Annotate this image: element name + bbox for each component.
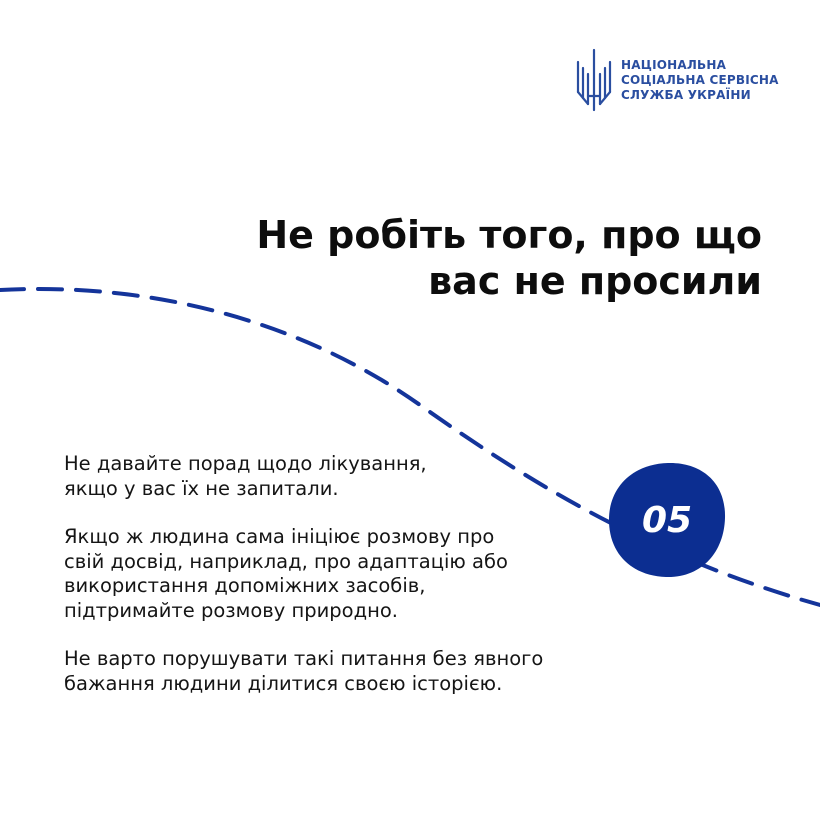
paragraph-line: Не давайте порад щодо лікування, xyxy=(64,452,427,475)
paragraph-line: бажання людини ділитися своєю історією. xyxy=(64,671,503,695)
organization-name-line-2: СОЦІАЛЬНА СЕРВІСНА xyxy=(621,72,779,87)
organization-name-line-3: СЛУЖБА УКРАЇНИ xyxy=(621,87,751,102)
organization-name-line-1: НАЦІОНАЛЬНА xyxy=(621,57,727,72)
paragraph-line: Якщо ж людина сама ініціює розмову про xyxy=(64,525,495,548)
paragraph-1 xyxy=(64,452,624,501)
paragraph-line: використання допоміжних засобів, xyxy=(64,574,426,597)
paragraph-line: якщо у вас їх не запитали. xyxy=(64,476,339,500)
paragraph-2 xyxy=(64,525,624,623)
paragraph-3 xyxy=(64,647,624,696)
page-title-line-2: вас не просили xyxy=(428,259,762,303)
step-number-badge xyxy=(606,460,728,580)
step-number: 05 xyxy=(641,499,693,541)
paragraph-line: свій досвід, наприклад, про адаптацію або xyxy=(64,549,508,573)
page-title-line-1: Не робіть того, про що xyxy=(256,213,762,257)
paragraph-line: підтримайте розмову природно. xyxy=(64,598,398,622)
page-title xyxy=(256,212,762,304)
body-text xyxy=(64,452,624,720)
paragraph-line: Не варто порушувати такі питання без явного xyxy=(64,647,544,670)
